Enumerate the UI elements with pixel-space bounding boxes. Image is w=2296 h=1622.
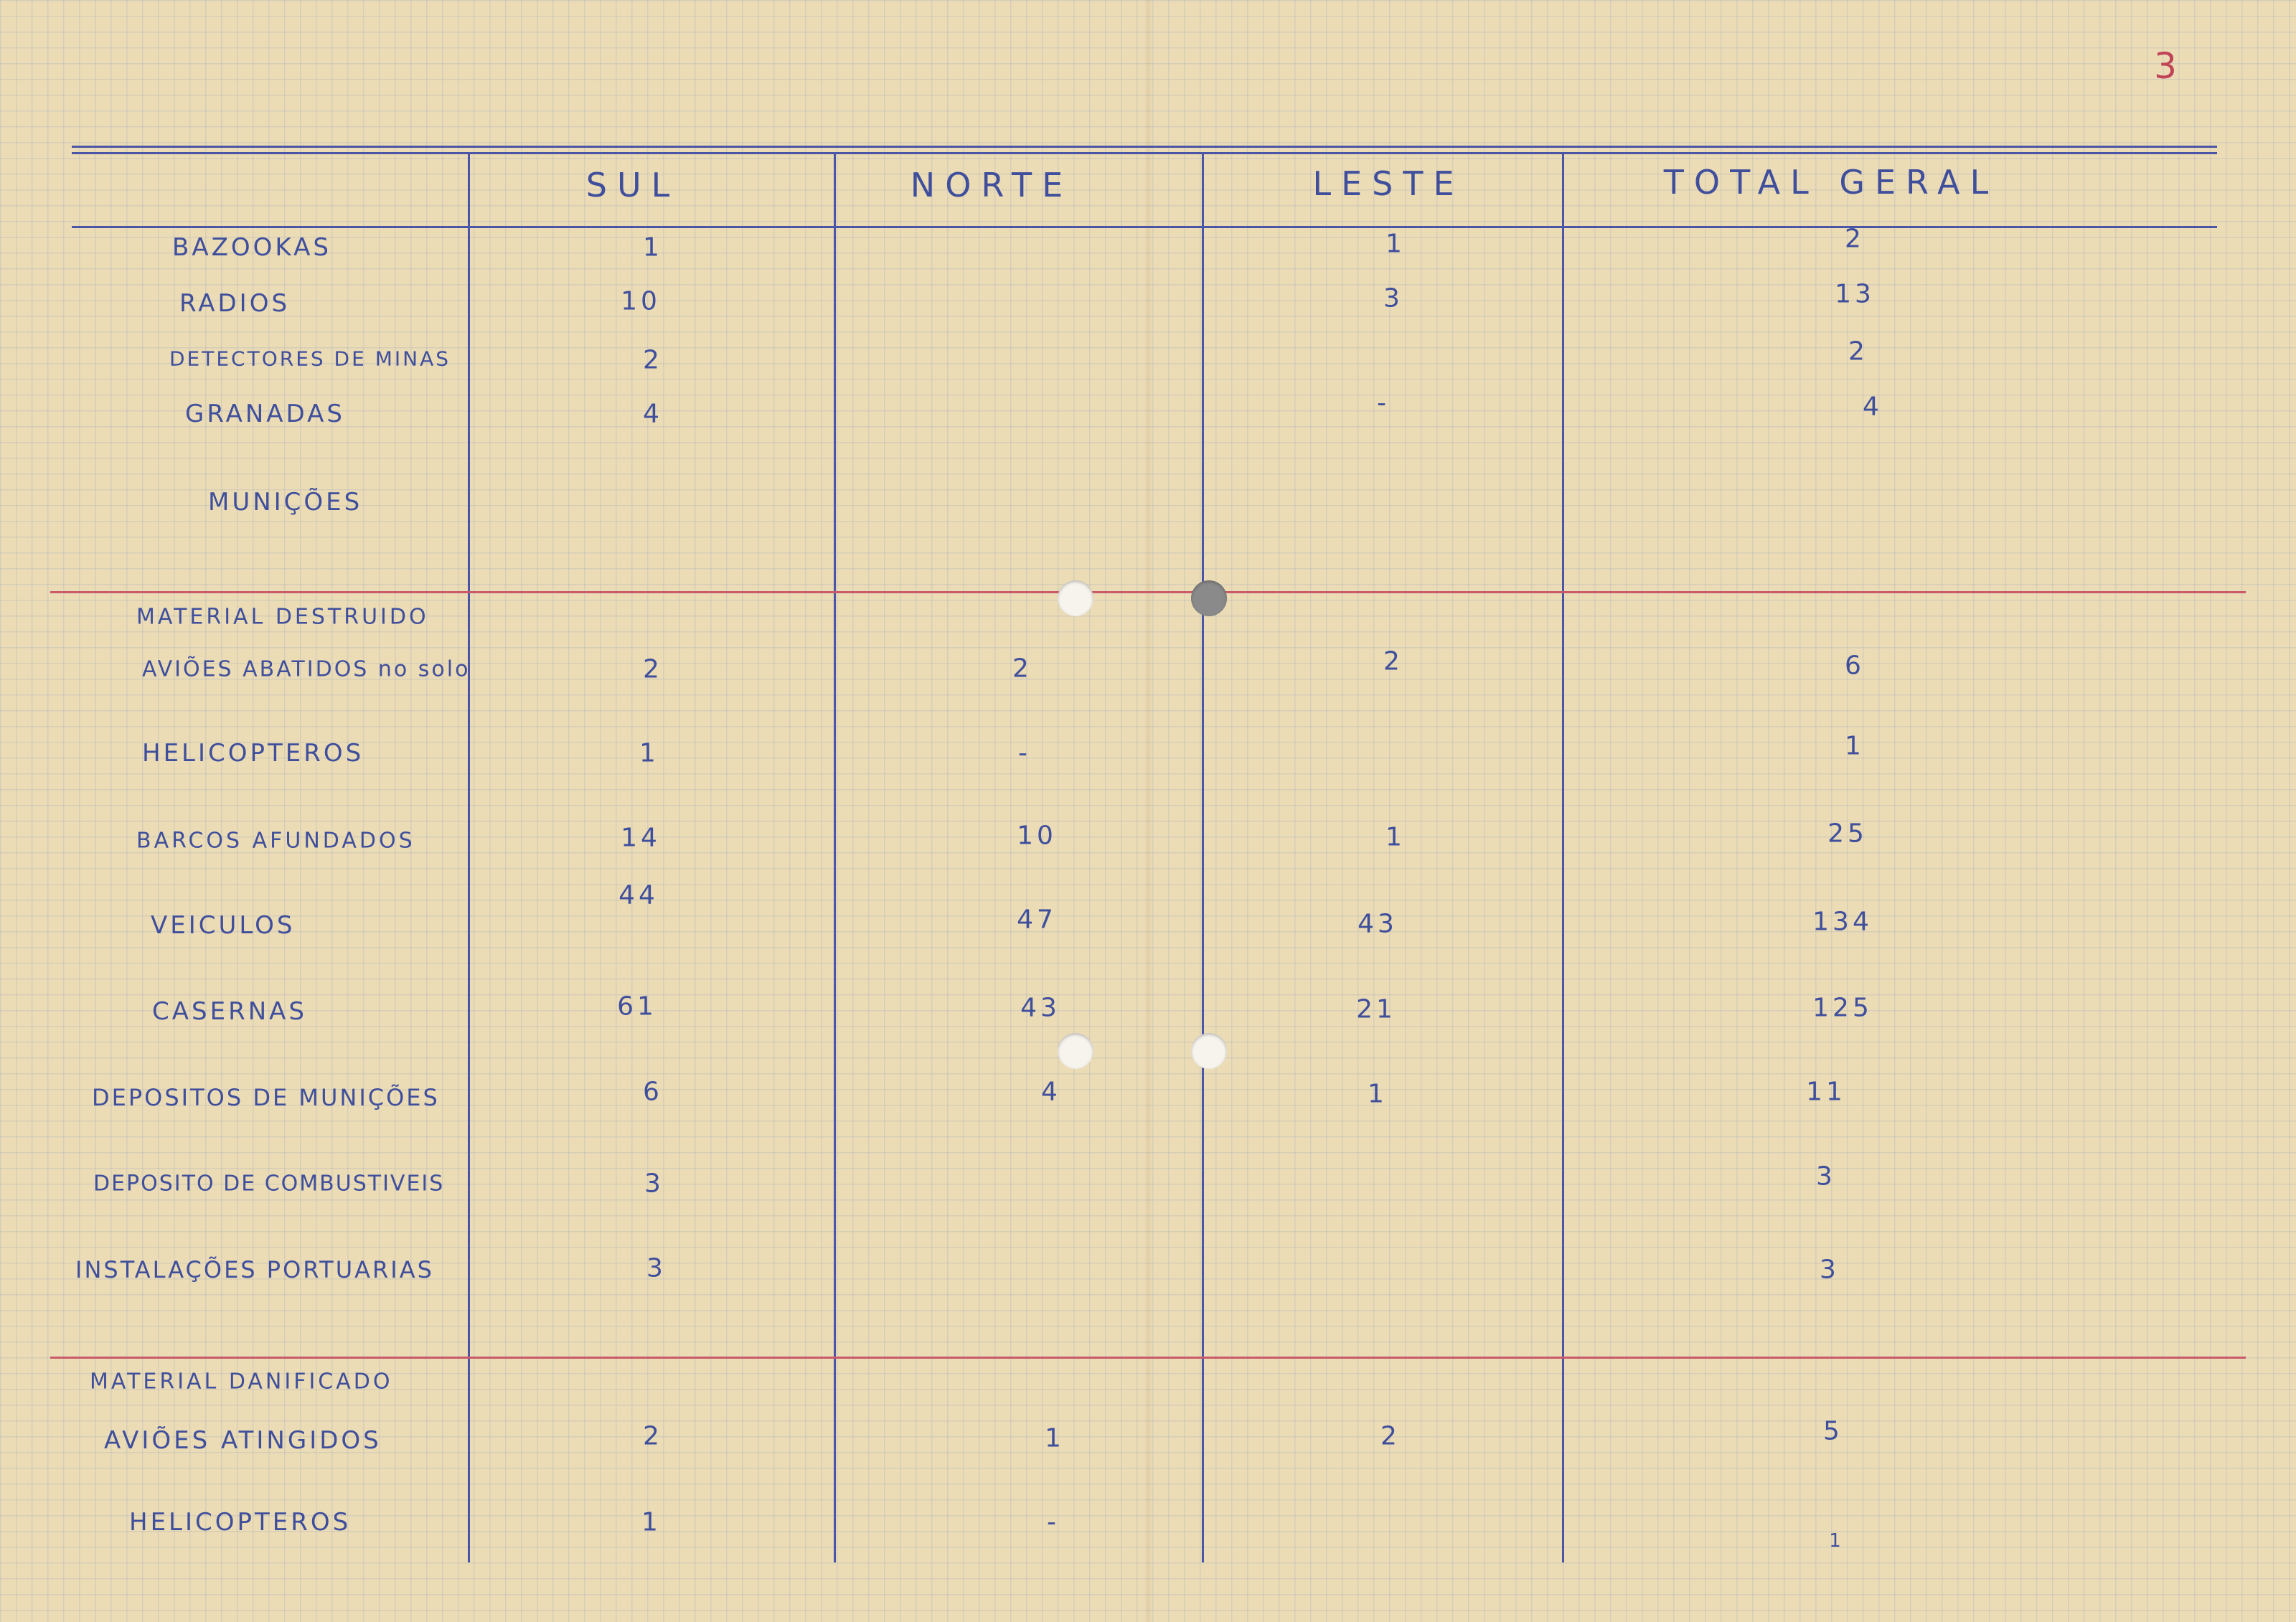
row-label-helicopteros-damaged: HELICOPTEROS [129,1508,352,1537]
cell-norte: - [1018,738,1031,768]
cell-norte: 47 [1017,905,1057,935]
row-label-veiculos: VEICULOS [151,911,296,940]
cell-total: 1 [1845,731,1865,761]
cell-norte: 10 [1017,821,1057,851]
column-divider-leste-total [1562,152,1564,1562]
cell-sul: 2 [643,1421,663,1451]
cell-sul: 1 [639,738,659,768]
cell-leste: 2 [1380,1421,1401,1451]
cell-total: 4 [1863,392,1883,422]
cell-sul: 3 [646,1253,667,1283]
section-rule-damaged [50,1357,2246,1359]
cell-total: 13 [1835,279,1875,309]
cell-sul: 4 [643,399,663,429]
cell-total: 3 [1820,1255,1840,1285]
binder-hole [1191,580,1227,616]
cell-sul: 14 [621,823,661,853]
cell-norte: 43 [1020,993,1060,1023]
cell-sul: 6 [643,1077,663,1107]
column-header-sul: SUL [585,166,680,204]
binder-hole [1191,1033,1227,1069]
cell-total: 1 [1829,1530,1845,1552]
cell-leste: 1 [1385,229,1406,259]
cell-sul: 1 [641,1507,662,1537]
cell-sul: 1 [643,232,663,263]
row-label-avioes-atingidos: AVIÕES ATINGIDOS [104,1426,382,1455]
page-number: 3 [2154,45,2177,87]
row-label-granadas: GRANADAS [185,400,345,428]
cell-total: 134 [1812,907,1873,937]
column-divider-sul-norte [834,152,836,1562]
row-label-avioes-abatidos: AVIÕES ABATIDOS no solo [142,656,471,682]
row-label-casernas: CASERNAS [152,997,307,1026]
column-divider-norte-leste [1202,152,1204,1562]
section-heading-damaged: MATERIAL DANIFICADO [90,1369,393,1395]
cell-norte: 4 [1041,1077,1061,1107]
row-label-instalacoes-portuarias: INSTALAÇÕES PORTUARIAS [75,1256,434,1283]
column-header-norte: NORTE [910,166,1073,204]
header-bottom-rule [72,226,2217,228]
top-double-rule-2 [72,152,2217,154]
column-divider-label-sul [468,152,470,1562]
cell-total: 2 [1848,336,1868,367]
cell-norte: 1 [1045,1423,1065,1453]
cell-total: 11 [1806,1077,1846,1107]
cell-sul: 3 [644,1169,664,1199]
row-label-barcos-afundados: BARCOS AFUNDADOS [136,828,415,854]
section-rule-destroyed [50,591,2246,593]
cell-leste: 43 [1358,909,1398,939]
row-label-radios: RADIOS [179,289,291,318]
row-label-deposito-combustiveis: DEPOSITO DE COMBUSTIVEIS [93,1171,445,1197]
row-label-helicopteros: HELICOPTEROS [142,739,364,768]
cell-leste: - [1377,388,1390,418]
column-header-leste: LESTE [1312,164,1464,203]
cell-sul: 10 [621,286,661,316]
cell-leste: 2 [1383,646,1403,676]
cell-sul: 2 [643,654,663,684]
cell-leste: 1 [1368,1079,1388,1109]
top-double-rule-1 [72,146,2217,148]
cell-total: 25 [1827,819,1868,849]
cell-total: 3 [1816,1161,1836,1192]
column-header-total: TOTAL GERAL [1663,163,1999,202]
cell-leste: 1 [1385,822,1406,852]
row-label-municoes: MUNIÇÕES [208,488,363,517]
section-heading-destroyed: MATERIAL DESTRUIDO [136,604,429,630]
cell-norte: - [1047,1507,1060,1537]
row-label-bazookas: BAZOOKAS [172,233,331,262]
cell-total: 5 [1823,1416,1843,1446]
cell-sul: 2 [643,345,663,375]
row-label-detectores: DETECTORES DE MINAS [169,346,451,371]
cell-leste: 21 [1356,994,1396,1024]
binder-hole [1058,580,1093,616]
row-label-depositos-municoes: DEPOSITOS DE MUNIÇÕES [92,1084,440,1111]
cell-leste: 3 [1383,283,1403,313]
binder-hole [1058,1033,1093,1069]
cell-norte: 2 [1012,654,1032,684]
cell-sul: 61 [617,991,657,1022]
cell-total: 125 [1812,993,1873,1023]
cell-total: 2 [1845,224,1865,254]
cell-sul: 44 [618,880,659,910]
cell-total: 6 [1845,651,1865,681]
